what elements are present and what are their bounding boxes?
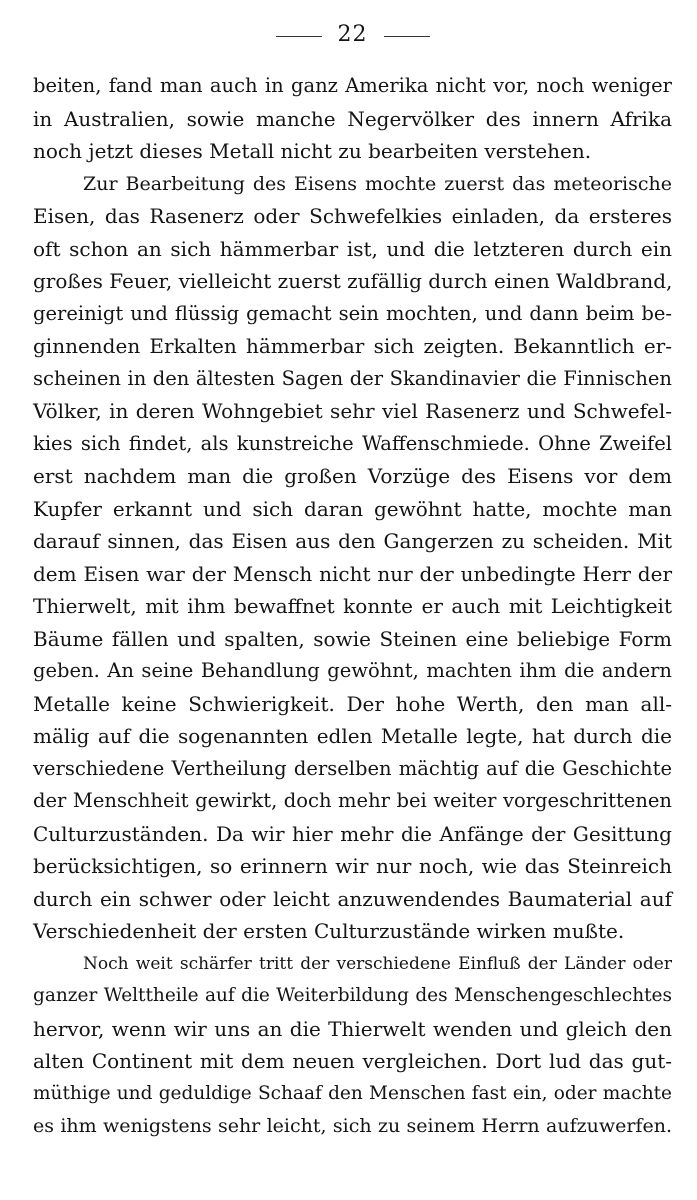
page-number: 22 [337, 22, 368, 47]
body-text [33, 70, 672, 1143]
text-line: ginnenden Erkalten hämmerbar sich zeigten. Bekanntlich er- [33, 334, 672, 358]
text-line: Noch weit schärfer tritt der verschiedene Einfluß der Länder oder [83, 953, 672, 974]
text-line: beiten, fand man auch in ganz Amerika nicht vor, noch weniger [33, 74, 672, 97]
text-line: es ihm wenigstens sehr leicht, sich zu seinem Herrn aufzuwerfen. [33, 1115, 672, 1137]
text-line: oft schon an sich hämmerbar ist, und die letzteren durch ein [33, 236, 672, 261]
text-line: in Australien, sowie manche Negervölker des innern Afrika [33, 106, 672, 131]
header-rule-right [384, 36, 430, 37]
text-line: erst nachdem man die großen Vorzüge des Eisens vor dem [33, 464, 672, 488]
text-line: müthige und geduldige Schaaf den Menschen fast ein, oder machte [33, 1082, 672, 1104]
paragraph-2 [33, 168, 672, 948]
text-line: großes Feuer, vielleicht zuerst zufällig durch einen Waldbrand, [33, 269, 673, 293]
text-line: dem Eisen war der Mensch nicht nur der unbedingte Herr der [33, 561, 672, 586]
text-line: alten Continent mit dem neuen vergleichen. Dort lud das gut- [33, 1049, 672, 1073]
text-line: noch jetzt dieses Metall nicht zu bearbeiten verstehen. [33, 139, 592, 163]
text-line: Culturzuständen. Da wir hier mehr die Anfänge der Gesittung [33, 821, 672, 846]
text-line: darauf sinnen, das Eisen aus den Gangerzen zu scheiden. Mit [33, 529, 672, 553]
header-rule-left [276, 36, 322, 37]
text-line: Bäume fällen und spalten, sowie Steinen eine beliebige Form [33, 626, 672, 651]
text-line: Verschiedenheit der ersten Culturzustände wirken mußte. [33, 919, 625, 943]
paragraph-3 [33, 948, 672, 1143]
text-line: Eisen, das Rasenerz oder Schwefelkies einladen, da ersteres [33, 204, 672, 228]
text-line: Völker, in deren Wohngebiet sehr viel Rasenerz und Schwefel- [33, 399, 672, 423]
text-line: Thierwelt, mit ihm bewaffnet konnte er auch mit Leichtigkeit [33, 594, 672, 618]
paragraph-1 [33, 70, 672, 168]
text-line: scheinen in den ältesten Sagen der Skandinavier die Finnischen [33, 366, 672, 390]
text-line: gereinigt und flüssig gemacht sein mochten, und dann beim be- [33, 301, 672, 325]
text-line: Kupfer erkannt und sich daran gewöhnt hatte, mochte man [33, 496, 672, 521]
page-header [33, 0, 672, 70]
text-line: verschiedene Vertheilung derselben mächtig auf die Geschichte [33, 756, 672, 780]
text-line: kies sich findet, als kunstreiche Waffenschmiede. Ohne Zweifel [33, 431, 672, 455]
text-line: geben. An seine Behandlung gewöhnt, machten ihm die andern [33, 659, 672, 682]
text-line: mälig auf die sogenannten edlen Metalle legte, hat durch die [33, 724, 672, 748]
text-line: hervor, wenn wir uns an die Thierwelt wenden und gleich den [33, 1016, 672, 1041]
text-line: durch ein schwer oder leicht anzuwendendes Baumaterial auf [33, 886, 672, 911]
text-line: Zur Bearbeitung des Eisens mochte zuerst das meteorische [83, 172, 672, 195]
text-line: ganzer Welttheile auf die Weiterbildung des Menschengeschlechtes [33, 985, 672, 1006]
text-line: der Menschheit gewirkt, doch mehr bei weiter vorgeschrittenen [33, 789, 672, 812]
text-line: berücksichtigen, so erinnern wir nur noch, wie das Steinreich [33, 854, 672, 878]
text-line: Metalle keine Schwierigkeit. Der hohe Werth, den man all- [33, 691, 672, 716]
